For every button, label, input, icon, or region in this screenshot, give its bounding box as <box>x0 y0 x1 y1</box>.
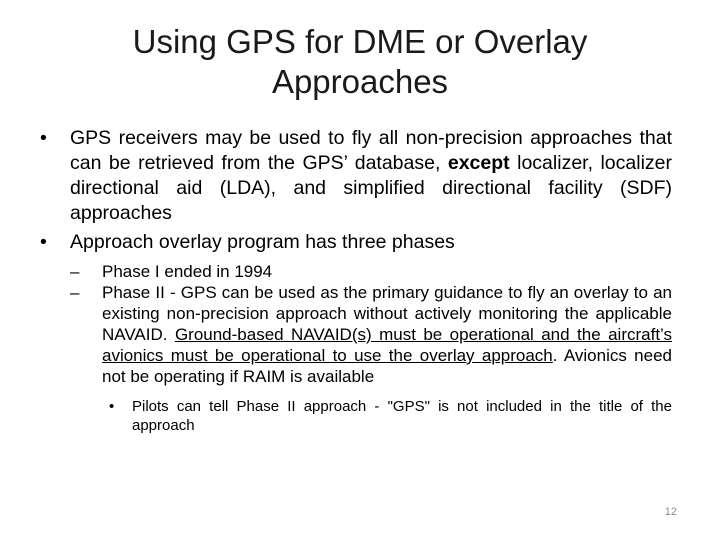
sub-bullet-text: Phase II - GPS can be used as the primary guidance to fly an overlay to an existing non-precision approach without actively monitoring the applicable NAVAID. <box>102 283 672 344</box>
bullet-marker: • <box>109 398 115 415</box>
slide-body <box>40 126 672 435</box>
underlined-requirement: Ground-based NAVAID(s) must be operational and the aircraft’s avionics must be operational to use the overlay approach <box>102 325 673 365</box>
bullet-text: Approach overlay program has three phases <box>70 231 455 253</box>
bullet-marker: • <box>40 231 47 253</box>
bullet-overlay-program <box>40 230 672 255</box>
bullet-text: GPS receivers may be used to fly all non-precision approaches that can be retrieved from the GPS’ database, <box>70 127 672 174</box>
bullet-text-continued: localizer, localizer directional aid (LDA), and simplified directional facility (SDF) approaches <box>70 152 672 224</box>
sub-bullet-phase-1 <box>70 261 672 282</box>
bullet-marker: • <box>40 127 47 149</box>
bullet-emphasis-except: except <box>447 152 510 174</box>
slide-title <box>60 22 660 102</box>
page-number: 12 <box>664 506 677 518</box>
title-line-2: Approaches <box>271 63 449 100</box>
sub-sub-bullet-text: Pilots can tell Phase II approach - "GPS" is not included in the title of the approach <box>132 398 672 434</box>
dash-marker: – <box>70 283 80 302</box>
sub-bullet-text-continued: . Avionics need not be operating if RAIM is available <box>102 346 673 386</box>
title-line-1: Using GPS for DME or Overlay <box>132 23 588 60</box>
dash-marker: – <box>70 262 80 281</box>
sub-bullet-phase-2 <box>70 282 672 387</box>
sub-bullet-text: Phase I ended in 1994 <box>102 262 273 281</box>
phase-list <box>70 261 672 387</box>
sub-sub-bullet-pilots <box>102 397 672 435</box>
bullet-gps-receivers <box>40 126 672 226</box>
